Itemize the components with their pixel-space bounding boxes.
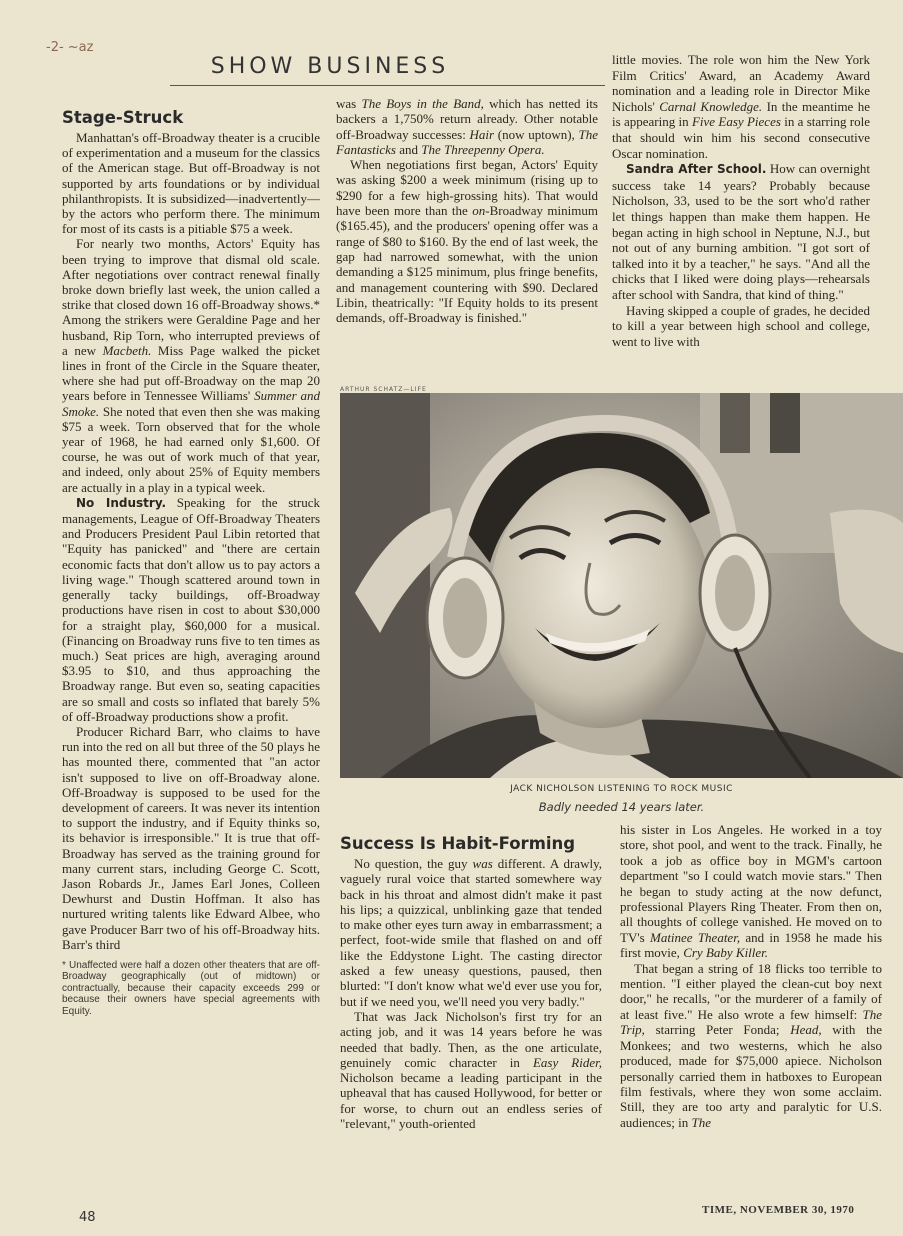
paragraph: When negotiations first began, Actors' Equity was asking $200 a week minimum (rising up to $290 for a few high-grossing hits). That would have been more than the on-Broadway minimum ($165.45), and the producers' opening offer was a range of $80 to $160. By the end of last week, the gap had narrowed somewhat, with the union demanding a $125 minimum, plus fringe benefits, and management countering with $90. Declared Libin, theatrically: "If Equity holds to its present demands, off-Broadway is finished."	[336, 157, 598, 326]
photo-caption-line: Badly needed 14 years later.	[538, 800, 705, 814]
paragraph: was The Boys in the Band, which has netted its backers a 1,750% return already. Other notable off-Broadway successes: Hair (now uptown), The Fantasticks and The Threepenny Opera.	[336, 96, 599, 157]
photo-caption-name: JACK NICHOLSON LISTENING TO ROCK MUSIC	[510, 784, 733, 794]
paragraph: No Industry. Speaking for the struck managements, League of Off-Broadway Theaters and Producers President Paul Libin retorted that "Equity has panicked" and "there are certain economic facts that don't allow us to pay actors a living wage." Though scattered around town in generally tacky buildings, off-Broadway productions have risen in cost to about $30,000 for a straight play, $60,000 for a musical. (Financing on Broadway runs five to ten times as much.) Seat prices are high, averaging around $3.95 to $10, and thus approaching the Broadway range. But even so, seating capacities are so small and costs so inflated that barely 5% of off-Broadway productions show a profit.	[62, 494, 320, 724]
subheading-sandra-after-school: Sandra After School.	[626, 162, 767, 177]
column-3-bottom	[620, 822, 882, 1130]
handwritten-mark: -2- ~az	[46, 40, 94, 55]
paragraph: For nearly two months, Actors' Equity has been trying to improve that dismal old scale. After negotiations over contract renewal finally broke down briefly last week, the union called a strike that closed down 16 off-Broadway shows.* Among the strikers were Geraldine Page and her husband, Rip Torn, who interrupted previews of a new Macbeth. Miss Page walked the picket lines in front of the Circle in the Square theater, where she had put off-Broadway on the map 20 years before in Tennessee Williams' Summer and Smoke. She noted that even then she was making $75 a week. Torn observed that for the whole year of 1968, he had earned only $1,600. Of course, he was out of work much of that year, and indeed, only about 25% of Equity members are actually in a play in a typical week.	[62, 236, 321, 495]
subheading-no-industry: No Industry.	[76, 495, 167, 510]
header-rule	[170, 85, 605, 86]
paragraph: No question, the guy was different. A drawly, vaguely rural voice that started somewhere way back in his throat and almost didn't make it past his lips; a quizzical, unblinking gaze that tended to make other eyes turn away in embarrassment; a perfect, foot-wide smile that flashed on and off like the Eddystone Light. The casting director asked a few uneasy questions, paused, then blurted: "I don't know what we'd ever use you for, but if we need you, we'll need you very badly."	[340, 856, 602, 1009]
paragraph: That began a string of 18 flicks too terrible to mention. "I either played the clean-cut boy next door," he recalls, "or the murderer of a family of at least five." He also wrote a few himself: The Trip, starring Peter Fonda; Head, with the Monkees; and two westerns, which he also produced, made for $75,000 apiece. Nicholson personally carried them in hatboxes to European film festivals, where they won some acclaim. Still, they are too arty and paralytic for U.S. audiences; in The	[620, 960, 882, 1130]
photo-illustration	[340, 393, 903, 778]
column-2-top	[336, 96, 598, 325]
column-1	[62, 108, 320, 1017]
article-heading-stage-struck: Stage-Struck	[62, 108, 184, 127]
page-number: 48	[79, 1210, 96, 1225]
footnote: * Unaffected were half a dozen other theaters that are off-Broadway geographically (out of midtown) or contractually, because their capacity exceeds 299 or because their owners have special agreements with Equity.	[62, 959, 320, 1017]
paragraph: Manhattan's off-Broadway theater is a crucible of experimentation and a museum for the classics of the American stage. But off-Broadway is not supported by arts foundations or by individual philanthropists. It is subsidized—inadvertently—by the actors who perform there. The minimum for most of its casts is a pitiable $75 a week.	[62, 130, 320, 237]
section-title: SHOW BUSINESS	[210, 54, 450, 79]
paragraph: his sister in Los Angeles. He worked in a toy store, shot pool, and went to the track. Finally, he took a job as office boy in MGM's cartoon department "so I could watch movie stars." Then he began to study acting at the now defunct, professional Players Ring Theater. From then on, all thoughts of college vanished. He moved on to TV's Matinee Theater, and in 1958 he made his first movie, Cry Baby Killer.	[620, 822, 883, 961]
paragraph: That was Jack Nicholson's first try for an acting job, and it was 14 years before he was needed that badly. Then, as the one articulate, genuinely comic character in Easy Rider, Nicholson became a leading participant in the upheaval that has caused Hollywood, for better or for worse, to churn out an endless series of "relevant," youth-oriented	[340, 1008, 602, 1132]
column-3-top	[612, 52, 870, 349]
paragraph: Sandra After School. How can overnight success take 14 years? Probably because Nicholson, 33, used to be the sort who'd rather let things happen than make them happen. He began acting in high school in Neptune, N.J., but not out of any burning ambition. "I got sort of talked into it by a teacher," he says. "And all the chicks that I liked were doing plays—rehearsals after school with Sandra, that kind of thing."	[612, 161, 870, 302]
article-heading-success: Success Is Habit-Forming	[340, 834, 576, 853]
photo-credit: ARTHUR SCHATZ—LIFE	[340, 386, 427, 393]
issue-line: TIME, NOVEMBER 30, 1970	[702, 1204, 855, 1216]
photo-jack-nicholson	[340, 393, 903, 778]
paragraph: Having skipped a couple of grades, he decided to kill a year between high school and college, went to live with	[612, 302, 870, 349]
column-2-bottom	[340, 834, 602, 1131]
paragraph: Producer Richard Barr, who claims to have run into the red on all but three of the 50 plays he has mounted there, commented that "an actor isn't supposed to live on off-Broadway alone. Off-Broadway is supposed to be used for the development of careers. It was never its intention to support the industry, and if Equity thinks so, its behavior is irresponsible." It is true that off-Broadway has served as the training ground for many current stars, including George C. Scott, Jason Robards Jr., James Earl Jones, Colleen Dewhurst and Dustin Hoffman. It also has nurtured writing talents like Edward Albee, who gave Producer Barr two of his off-Broadway hits. Barr's third	[62, 723, 320, 952]
paragraph: little movies. The role won him the New York Film Critics' Award, an Academy Award nomination and a leading role in Director Mike Nichols' Carnal Knowledge. In the meantime he is appearing in Five Easy Pieces in a starring role that should win him his second consecutive Oscar nomination.	[612, 52, 870, 161]
